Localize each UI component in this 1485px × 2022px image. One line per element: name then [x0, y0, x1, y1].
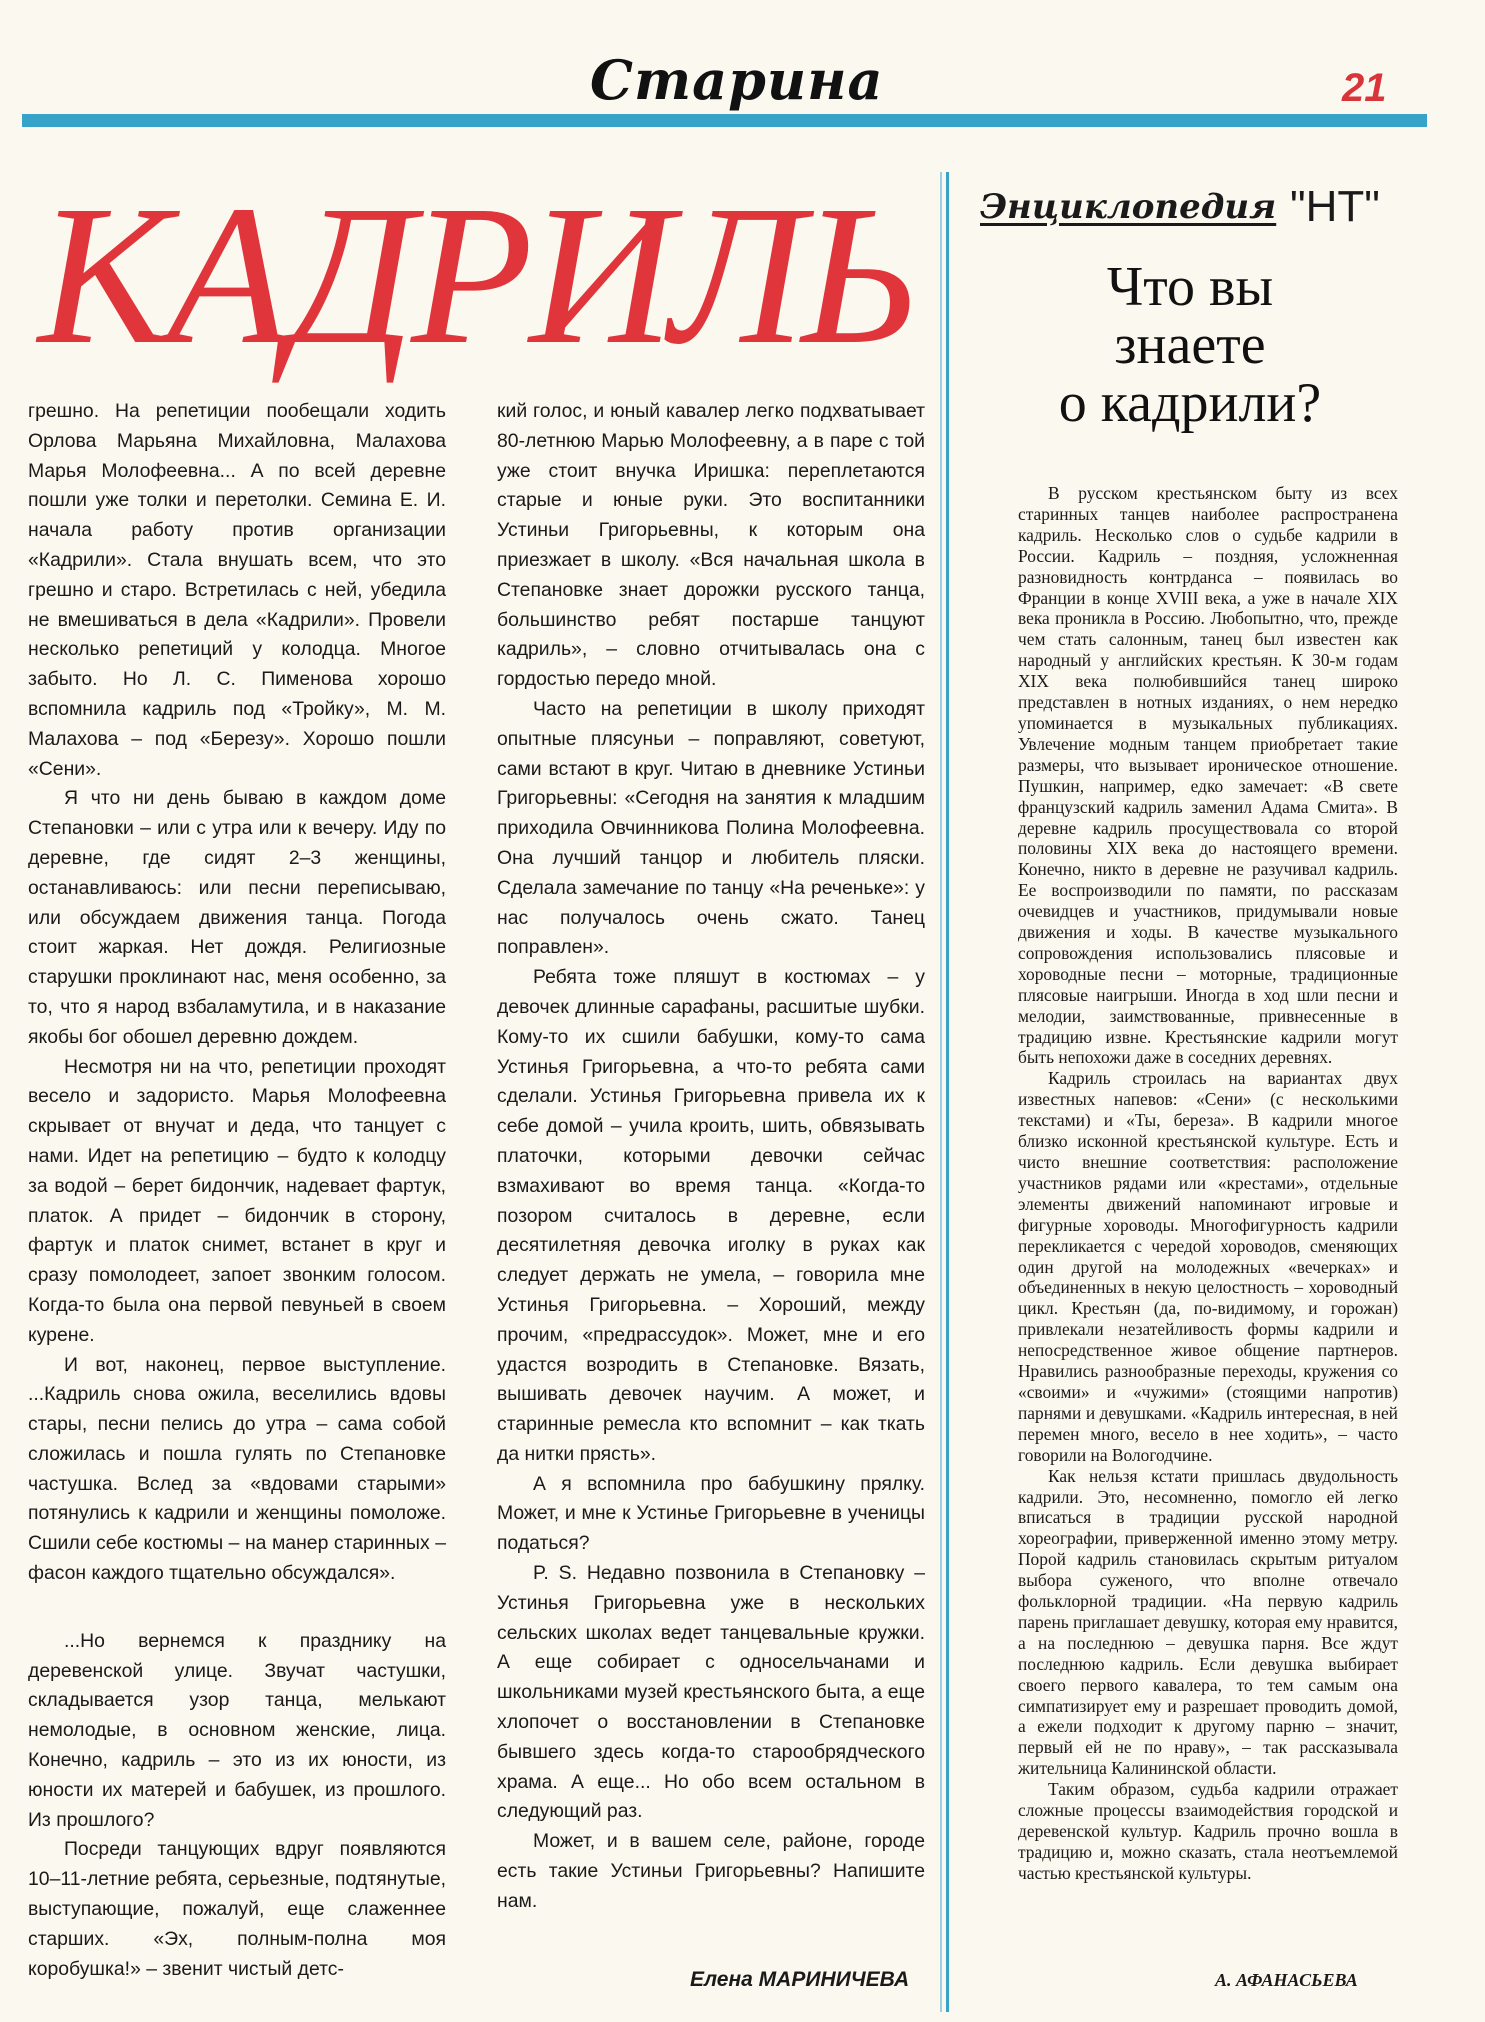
- article-title: КАДРИЛЬ: [38, 165, 916, 386]
- sidebar-rule: [940, 172, 942, 2012]
- page-number: 21: [1342, 66, 1387, 110]
- article-column-2: [497, 397, 925, 1917]
- paragraph: P. S. Недавно позвонила в Степановку – Устинья Григорьевна уже в нескольких сельских школах ведет танцевальные кружки. А еще собирает с односельчанами и школьниками музей крестьянского быта, а еще хлопочет о восстановлении в Степановке бывшего здесь когда-то старообрядческого храма. А еще... Но обо всем остальном в следующий раз.: [497, 1562, 925, 1823]
- paragraph: грешно. На репетиции пообещали ходить Орлова Марьяна Михайловна, Малахова Марья Молофеевна... А по всей деревне пошли уже толки и перетолки. Семина Е. И. начала работу против организации «Кадрили». Стала внушать всем, что это грешно и старо. Встретилась с ней, убедила не вмешиваться в дела «Кадрили». Провели несколько репетиций у колодца. Многое забыто. Но Л. С. Пименова хорошо вспомнила кадриль под «Тройку», М. М. Малахова – под «Березу». Хорошо пошли «Сени».: [28, 400, 446, 780]
- article-column-1: [28, 397, 446, 1984]
- encyclopedia-label: Энциклопедия: [980, 187, 1277, 227]
- paragraph: Посреди танцующих вдруг появляются 10–11-летние ребята, серьезные, подтянутые, выступающие, пожалуй, еще слаженнее старших. «Эх, полным-полна моя коробушка!» – звенит чистый детс-: [28, 1838, 446, 1980]
- paragraph: кий голос, и юный кавалер легко подхватывает 80-летнюю Марью Молофеевну, а в паре с той уже стоит внучка Иришка: переплетаются старые и юные руки. Это воспитанники Устиньи Григорьевны, к которым она приезжает в школу. «Вся начальная школа в Степановке знает дорожки русского танца, большинство ребят постарше танцуют кадриль», – словно отчитывалась она с гордостью передо мной.: [497, 400, 925, 691]
- paragraph: Ребята тоже пляшут в костюмах – у девочек длинные сарафаны, расшитые шубки. Кому-то их сшили бабушки, кому-то сама Устинья Григорьевна, а что-то ребята сами сделали. Устинья Григорьевна привела их к себе домой – учила кроить, шить, обвязывать платочки, которыми девочки сейчас взмахивают во время танца. «Когда-то позором считалось в деревне, если десятилетняя девочка иголку в руках как следует держать не умела, – говорила мне Устинья Григорьевна. – Хороший, между прочим, «предрассудок». Может, мне и его удастся возродить в Степановке. Вязать, вышивать девочек научим. А может, и старинные ремесла кто вспомнит – как ткать да нитки прясть».: [497, 966, 925, 1465]
- sidebar-title-line: знаете: [1114, 314, 1266, 376]
- paragraph: Может, и в вашем селе, районе, городе есть такие Устиньи Григорьевны? Напишите нам.: [497, 1830, 925, 1912]
- sidebar-body: [1018, 483, 1398, 1884]
- sidebar-author: А. АФАНАСЬЕВА: [1215, 1970, 1358, 1990]
- paragraph: ...Но вернемся к празднику на деревенской улице. Звучат частушки, складывается узор танца, мелькают немолодые, в основном женские, лица. Конечно, кадриль – это из их юности, из юности их матерей и бабушек, из прошлого. Из прошлого?: [28, 1629, 446, 1831]
- paragraph: Я что ни день бываю в каждом доме Степановки – или с утра или к вечеру. Иду по деревне, где сидят 2–3 женщины, останавливаюсь: или песни переписываю, или обсуждаем движения танца. Погода стоит жаркая. Нет дождя. Религиозные старушки проклинают нас, меня особенно, за то, что я народ взбаламутила, и в наказание якобы бог обошел деревню дождем.: [28, 787, 446, 1048]
- encyclopedia-label-suffix: "НТ": [1290, 182, 1380, 231]
- paragraph: Кадриль строилась на вариантах двух известных напевов: «Сени» (с несколькими текстами) и «Ты, береза». В кадрили многое близко исконной крестьянской культуре. Есть и чисто внешние соответствия: расположение участников рядами или «крестами», отдельные элементы движений напоминают игровые и фигурные хороводы. Многофигурность кадрили перекликается с чередой хороводов, сменяющих один другой на молодежных «вечерках» и объединенных в некую целостность – хороводный цикл. Крестьян (да, по-видимому, и горожан) привлекали незатейливость формы кадрили и непосредственное живое общение партнеров. Нравились разнообразные переходы, кружения со «своими» и «чужими» (стоящими напротив) парнями и девушками. «Кадриль интересная, в ней перемен много, весело в нее ходить», – часто говорили на Вологодчине.: [1018, 1068, 1398, 1465]
- sidebar-title-line: о кадрили?: [1058, 372, 1322, 434]
- paragraph: Часто на репетиции в школу приходят опытные плясуньи – поправляют, советуют, сами встают в круг. Читаю в дневнике Устиньи Григорьевны: «Сегодня на занятия к младшим приходила Овчинникова Полина Молофеевна. Она лучший танцор и любитель пляски. Сделала замечание по танцу «На реченьке»: у нас получалось очень сжато. Танец поправлен».: [497, 697, 925, 959]
- sidebar-title: [1000, 258, 1380, 432]
- header-rule: [22, 114, 1427, 127]
- paragraph: Несмотря ни на что, репетиции проходят весело и задористо. Марья Молофеевна скрывает от внучат и деда, что танцует с нами. Идет на репетицию – будто к колодцу за водой – берет бидончик, надевает фартук, платок. А придет – бидончик в сторону, фартук и платок снимет, встанет в круг и сразу помолодеет, запоет звонким голосом. Когда-то была она первой певуньей в своем курене.: [28, 1055, 446, 1346]
- paragraph: А я вспомнила про бабушкину прялку. Может, и мне к Устинье Григорьевне в ученицы податься?: [497, 1472, 925, 1555]
- sidebar-title-line: Что вы: [1106, 256, 1274, 318]
- section-header: Старина: [590, 48, 884, 112]
- sidebar-rule: [946, 172, 949, 2012]
- paragraph: И вот, наконец, первое выступление. ...Кадриль снова ожила, веселились вдовы стары, песни пелись до утра – сама собой сложилась и пошла гулять по Степановке частушка. Вслед за «вдовами старыми» потянулись к кадрили и женщины помоложе. Сшили себе костюмы – на манер старинных – фасон каждого тщательно обсуждался».: [28, 1353, 446, 1585]
- paragraph: В русском крестьянском быту из всех старинных танцев наиболее распространена кадриль. Несколько слов о судьбе кадрили в России. Кадриль – поздняя, усложненная разновидность контрданса – появилась во Франции в конце XVIII века, а уже в начале XIX века проникла в Россию. Любопытно, что, прежде чем стать салонным, танец был известен как народный у английских крестьян. К 30-м годам XIX века полюбившийся танец широко представлен в нотных изданиях, о нем нередко упоминается в музыкальных публикациях. Увлечение модным танцем приобретает такие размеры, что вызывает ироническое отношение. Пушкин, например, едко замечает: «В свете французский кадриль заменил Адама Смита». В деревне кадриль просуществовала со второй половины XIX века до настоящего времени. Конечно, никто в деревне не разучивал кадриль. Ее воспроизводили по памяти, по рассказам очевидцев и участников, придумывали новые движения и ходы. В качестве музыкального сопровождения использовались плясовые и хороводные песни – моторные, традиционные плясовые наигрыши. Иногда в ход шли песни и мелодии, заимствованные, привнесенные в традицию извне. Крестьянские кадрили могут быть непохожи даже в соседних деревнях.: [1018, 483, 1398, 1068]
- paragraph: Как нельзя кстати пришлась двудольность кадрили. Это, несомненно, помогло ей легко вписаться в традиции русской народной хореографии, приверженной именно этому метру. Порой кадриль становилась скрытым ритуалом выбора суженого, что вполне отвечало фольклорной традиции. «На первую кадриль парень приглашает девушку, которая ему нравится, а на последнюю – девушка парня. Все ждут последнюю кадриль. Если девушка выбирает своего первого кавалера, то тем самым она симпатизирует ему и разрешает проводить домой, а ежели подходит к другому парню – значит, первый ей не по нраву», – так рассказывала жительница Калининской области.: [1018, 1465, 1398, 1779]
- article-author: Елена МАРИНИЧЕВА: [690, 1968, 910, 1991]
- paragraph: Таким образом, судьба кадрили отражает сложные процессы взаимодействия городской и деревенской культур. Кадриль прочно вошла в традицию и, можно сказать, стала неотъемлемой частью крестьянской культуры.: [1018, 1779, 1398, 1883]
